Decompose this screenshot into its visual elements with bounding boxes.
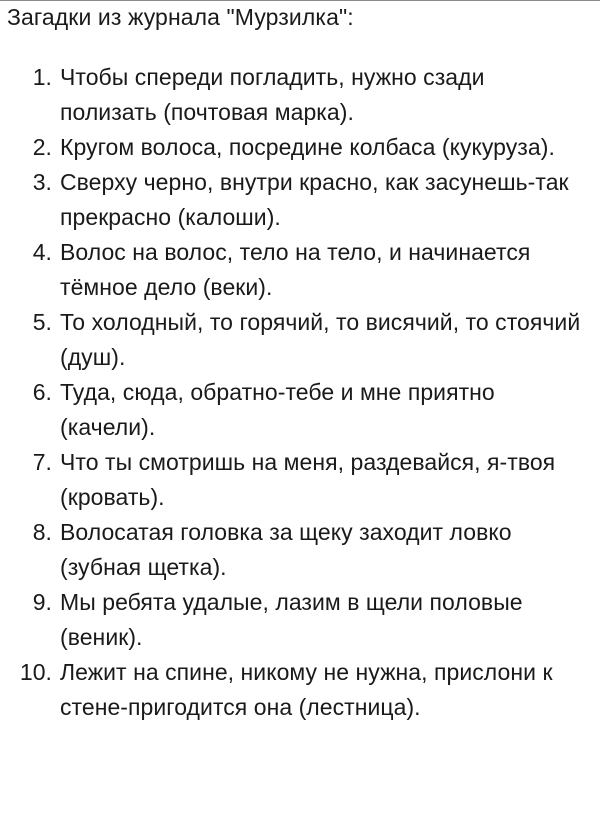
riddle-list — [0, 60, 600, 725]
riddle-item-7 — [0, 445, 600, 515]
riddle-text: Волосатая головка за щеку заходит ловко (зубная щетка). — [60, 519, 512, 580]
riddle-number: 10 . — [0, 655, 52, 690]
riddle-text: Туда, сюда, обратно-тебе и мне приятно (качели). — [60, 379, 495, 440]
riddle-item-8 — [0, 515, 600, 585]
riddle-text: Что ты смотришь на меня, раздевайся, я-твоя (кровать). — [60, 449, 556, 510]
riddle-number: 2 . — [0, 130, 52, 165]
riddle-number: 5 . — [0, 305, 52, 340]
riddle-number: 9 . — [0, 585, 52, 620]
riddle-item-6 — [0, 375, 600, 445]
riddle-item-3 — [0, 165, 600, 235]
top-divider — [0, 0, 600, 1]
riddle-item-2 — [0, 130, 600, 165]
riddle-item-4 — [0, 235, 600, 305]
riddle-text: Чтобы спереди погладить, нужно сзади полизать (почтовая марка). — [60, 64, 485, 125]
riddle-number: 8 . — [0, 515, 52, 550]
riddle-item-5 — [0, 305, 600, 375]
riddle-text: Волос на волос, тело на тело, и начинается тёмное дело (веки). — [60, 239, 531, 300]
riddle-text: Кругом волоса, посредине колбаса (кукуруза). — [60, 134, 555, 160]
page-title: Загадки из журнала "Мурзилка": — [7, 4, 354, 30]
riddle-item-1 — [0, 60, 600, 130]
riddle-text: Лежит на спине, никому не нужна, прислони к стене-пригодится она (лестница). — [60, 659, 553, 720]
riddle-number: 4 . — [0, 235, 52, 270]
riddle-number: 7 . — [0, 445, 52, 480]
riddle-item-9 — [0, 585, 600, 655]
riddle-number: 6 . — [0, 375, 52, 410]
riddle-text: Мы ребята удалые, лазим в щели половые (веник). — [60, 589, 523, 650]
riddle-text: Сверху черно, внутри красно, как засунешь-так прекрасно (калоши). — [60, 169, 569, 230]
riddle-number: 3 . — [0, 165, 52, 200]
riddle-item-10 — [0, 655, 600, 725]
riddle-number: 1 . — [0, 60, 52, 95]
riddle-text: То холодный, то горячий, то висячий, то стоячий (душ). — [60, 309, 581, 370]
